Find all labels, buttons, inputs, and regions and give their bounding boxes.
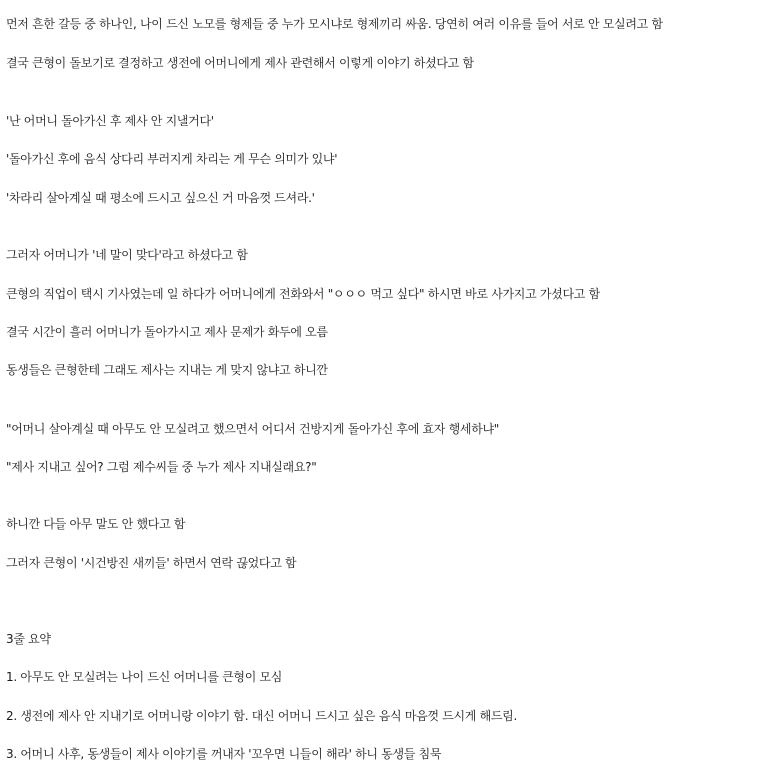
paragraph-mother-agreed: 그러자 어머니가 '네 말이 맞다'라고 하셨다고 함 [6, 248, 248, 262]
quote-who-will-do-it: "제사 지내고 싶어? 그럼 제수씨들 중 누가 제사 지내실래요?" [6, 460, 317, 474]
summary-item-1: 1. 아무도 안 모실려는 나이 드신 어머니를 큰형이 모심 [6, 670, 283, 684]
quote-eat-now: '차라리 살아계실 때 평소에 드시고 싶으신 거 마음껏 드셔라.' [6, 191, 315, 205]
summary-heading: 3줄 요약 [6, 632, 51, 646]
summary-item-3: 3. 어머니 사후, 동생들이 제사 이야기를 꺼내자 '꼬우면 니들이 해라' 하니 동생들 침묵 [6, 747, 442, 761]
paragraph-siblings-ask: 동생들은 큰형한테 그래도 제사는 지내는 게 맞지 않냐고 하니깐 [6, 363, 328, 377]
paragraph-decision: 결국 큰형이 돌보기로 결정하고 생전에 어머니에게 제사 관련해서 이렇게 이야기 하셨다고 함 [6, 56, 474, 70]
paragraph-cut-contact: 그러자 큰형이 '시건방진 새끼들' 하면서 연락 끊었다고 함 [6, 556, 297, 570]
summary-item-2: 2. 생전에 제사 안 지내기로 어머니랑 이야기 함. 대신 어머니 드시고 싶은 음식 마음껏 드시게 해드림. [6, 709, 517, 723]
paragraph-silence: 하니깐 다들 아무 말도 안 했다고 함 [6, 517, 186, 531]
paragraph-passing: 결국 시간이 흘러 어머니가 돌아가시고 제사 문제가 화두에 오름 [6, 325, 328, 339]
quote-meaning: '돌아가신 후에 음식 상다리 부러지게 차리는 게 무슨 의미가 있냐' [6, 152, 338, 166]
paragraph-taxi-driver: 큰형의 직업이 택시 기사였는데 일 하다가 어머니에게 전화와서 "ㅇㅇㅇ 먹고 싶다" 하시면 바로 사가지고 가셨다고 함 [6, 287, 600, 301]
quote-hypocrite: "어머니 살아계실 때 아무도 안 모실려고 했으면서 어디서 건방지게 돌아가신 후에 효자 행세하냐" [6, 422, 500, 436]
paragraph-intro: 먼저 흔한 갈등 중 하나인, 나이 드신 노모를 형제들 중 누가 모시냐로 형제끼리 싸움. 당연히 여러 이유를 들어 서로 안 모실려고 함 [6, 17, 663, 31]
quote-no-memorial: '난 어머니 돌아가신 후 제사 안 지낼거다' [6, 114, 214, 128]
